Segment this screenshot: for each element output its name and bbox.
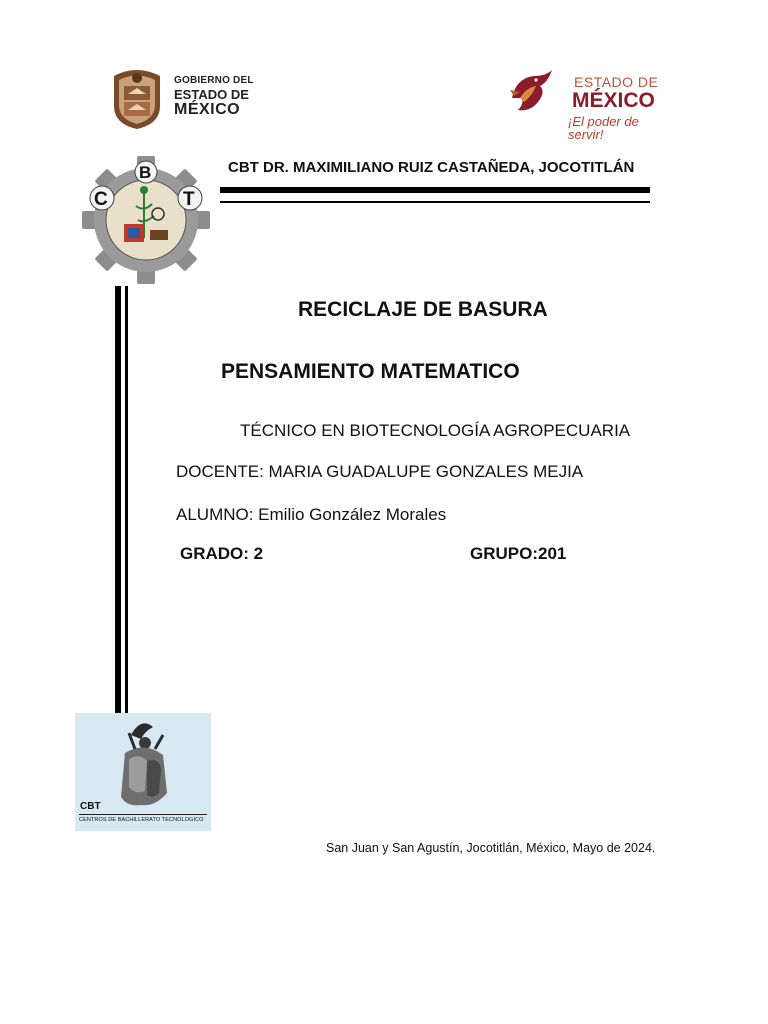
gobierno-line2: ESTADO DE	[174, 87, 249, 102]
estado-line1: ESTADO DE	[574, 74, 659, 90]
cbt-institution-logo	[75, 713, 211, 831]
cbt-bottom-divider	[79, 814, 207, 815]
vertical-rule-thin	[125, 286, 128, 719]
place-date: San Juan y San Agustín, Jocotitlán, México, Mayo de 2024.	[326, 841, 656, 855]
header-rule-thick	[220, 187, 650, 193]
cbt-bottom-label: CBT	[80, 801, 101, 812]
gobierno-line1: GOBIERNO DEL	[174, 75, 254, 86]
vertical-rule-thick	[115, 286, 121, 733]
student-line: ALUMNO: Emilio González Morales	[176, 505, 447, 524]
estado-mexico-logo	[506, 66, 666, 142]
gear-letter-t: T	[183, 189, 195, 210]
subject-name: PENSAMIENTO MATEMATICO	[221, 360, 520, 383]
state-seal-icon	[108, 66, 166, 130]
cbt-bottom-subtitle: CENTROS DE BACHILLERATO TECNOLOGICO	[79, 817, 204, 823]
header-rule-thin	[220, 201, 650, 203]
career-name: TÉCNICO EN BIOTECNOLOGÍA AGROPECUARIA	[240, 421, 631, 440]
cbt-gear-logo	[80, 154, 212, 286]
group-line: GRUPO:201	[470, 544, 567, 563]
gobierno-line3: MÉXICO	[174, 101, 241, 118]
gear-letter-c: C	[94, 189, 108, 210]
gobierno-logo	[108, 66, 268, 132]
estado-line2: MÉXICO	[572, 89, 655, 112]
grade-line: GRADO: 2	[180, 544, 264, 563]
gear-letter-b: B	[139, 163, 152, 182]
document-title: RECICLAJE DE BASURA	[298, 298, 548, 321]
school-name: CBT DR. MAXIMILIANO RUIZ CASTAÑEDA, JOCOTITLÁN	[228, 159, 635, 176]
teacher-line: DOCENTE: MARIA GUADALUPE GONZALES MEJIA	[176, 462, 584, 481]
estado-slogan: ¡El poder de servir!	[568, 114, 639, 142]
